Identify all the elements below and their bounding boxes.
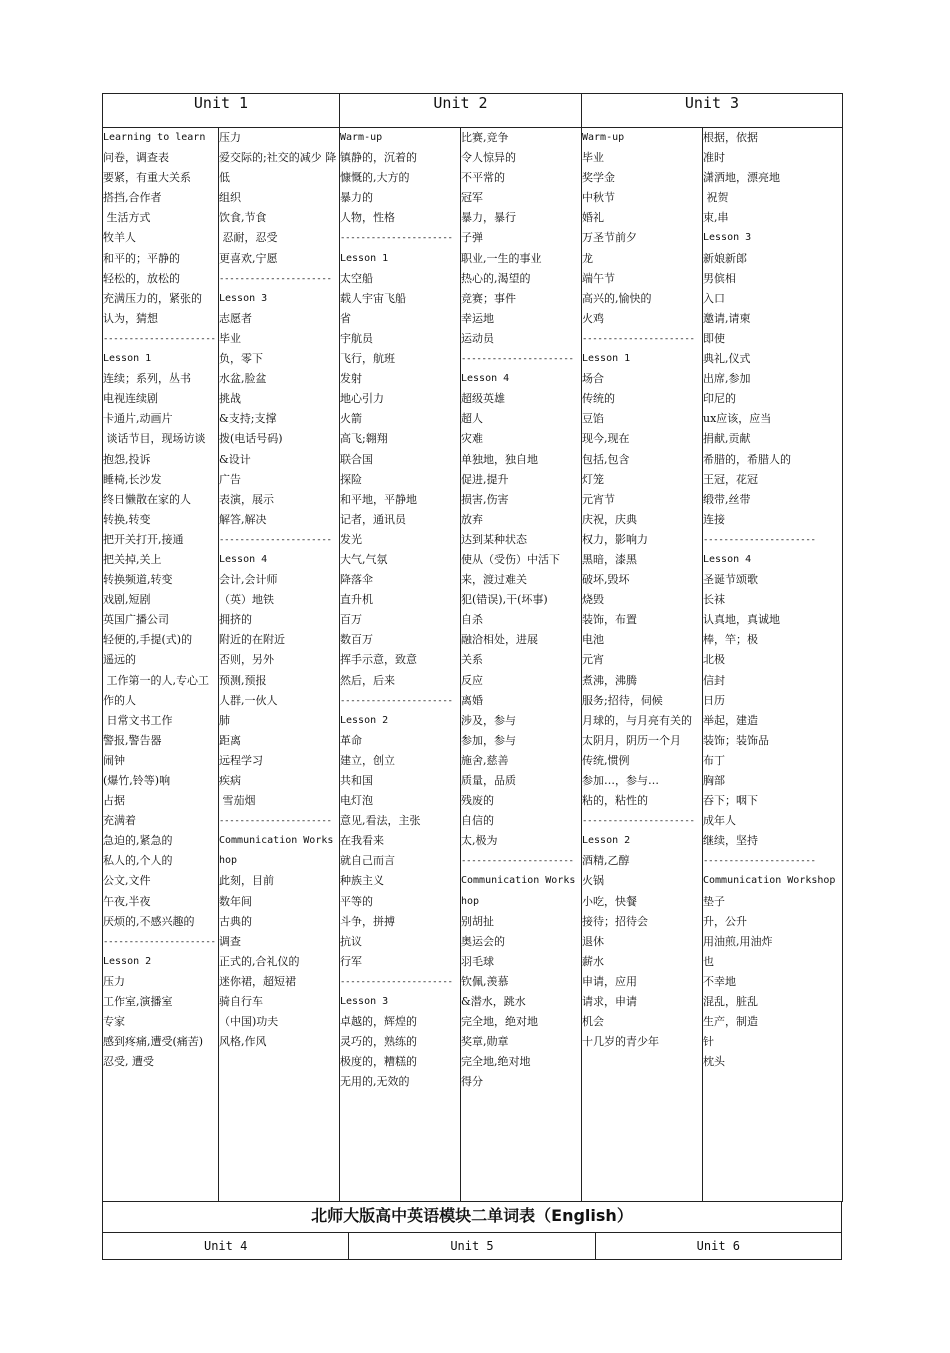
vocab-entry: Lesson 4 <box>219 553 268 565</box>
vocab-entry: 涉及，参与 <box>461 713 516 727</box>
vocab-entry: 压力 <box>103 974 125 988</box>
vocab-entry: 调查 <box>219 934 241 948</box>
vocab-entry: 奖学金 <box>582 171 615 185</box>
vocab-entry: 共和国 <box>340 774 373 787</box>
vocab-entry: 转换频道,转变 <box>103 573 173 587</box>
vocab-entry: 然后，后来 <box>340 673 395 687</box>
vocab-entry: Lesson 4 <box>703 553 752 565</box>
vocab-entry: 男傧相 <box>703 271 736 285</box>
vocab-entry: 遥远的 <box>103 653 136 667</box>
vocab-entry: 远程学习 <box>219 753 263 767</box>
unit-6-header: Unit 6 <box>595 1233 841 1260</box>
vocab-entry: 探险 <box>340 472 362 486</box>
vocab-entry: 奖章,勋章 <box>461 1035 509 1049</box>
section-divider: ---------------------- <box>461 354 574 365</box>
vocabulary-table <box>102 93 843 1202</box>
vocab-entry: 超人 <box>461 412 483 426</box>
vocab-entry: 人物，性格 <box>340 211 395 225</box>
vocab-entry: 装饰；装饰品 <box>703 733 769 747</box>
vocab-entry: 幸运地 <box>461 311 494 325</box>
section-divider: ---------------------- <box>340 695 453 706</box>
vocab-entry: 酒精,乙醇 <box>582 854 630 868</box>
vocab-entry: 降落伞 <box>340 573 373 587</box>
unit-2-header: Unit 2 <box>340 94 582 128</box>
vocab-entry: 连接 <box>703 512 725 526</box>
unit-3-column-2 <box>703 128 843 1202</box>
vocab-entry: 新娘新郎 <box>703 251 747 265</box>
vocab-entry: 高兴的,愉快的 <box>582 291 652 305</box>
vocab-entry: 煮沸，沸腾 <box>582 673 637 687</box>
vocab-entry: 羽毛球 <box>461 954 494 968</box>
vocab-entry: 毕业 <box>582 151 604 165</box>
vocab-entry: 警报,警告器 <box>103 733 162 747</box>
vocab-entry: 此刻，目前 <box>219 874 274 888</box>
vocab-entry: 正式的,合礼仪的 <box>219 954 300 968</box>
vocab-entry: 连续；系列，丛书 <box>103 372 191 386</box>
vocab-entry: 布丁 <box>703 753 725 767</box>
vocab-entry: 充满着 <box>103 814 136 828</box>
vocab-entry: 婚礼 <box>582 211 604 225</box>
vocab-entry: 就自己而言 <box>340 854 395 868</box>
vocab-entry: 参加…，参与… <box>582 774 659 787</box>
vocab-entry: 记者，通讯员 <box>340 512 406 526</box>
vocab-entry: 火鸡 <box>582 311 604 325</box>
vocab-entry: 残废的 <box>461 794 494 808</box>
vocab-entry: 出席,参加 <box>703 372 751 386</box>
section-divider: ---------------------- <box>340 976 453 987</box>
unit-5-header: Unit 5 <box>349 1233 595 1260</box>
vocab-entry: 水盆,脸盆 <box>219 372 267 386</box>
unit-2-column-1 <box>340 128 461 1202</box>
vocab-entry: 工作室,演播室 <box>103 995 173 1009</box>
vocab-entry: （中国)功夫 <box>219 1015 279 1029</box>
unit-3-header: Unit 3 <box>582 94 843 128</box>
vocab-entry: Lesson 3 <box>703 232 752 244</box>
vocab-entry: 雪茄烟 <box>219 794 256 808</box>
vocab-entry: 奥运会的 <box>461 934 505 948</box>
vocab-entry: 饮食,节食 <box>219 211 267 225</box>
vocab-entry: 太空船 <box>340 271 373 285</box>
vocab-entry: 准时 <box>703 151 725 165</box>
unit-2-column-2 <box>461 128 582 1202</box>
vocab-entry: 竞赛；事件 <box>461 291 516 305</box>
vocab-entry: 会计,会计师 <box>219 573 278 587</box>
vocab-entry: 小吃，快餐 <box>582 894 637 908</box>
vocab-entry: 行军 <box>340 954 362 968</box>
vocab-entry: 豆馅 <box>582 412 604 426</box>
vocab-entry: 完全地，绝对地 <box>461 1015 538 1029</box>
vocab-entry: 和平的；平静的 <box>103 251 180 265</box>
vocab-entry: 灾难 <box>461 432 483 446</box>
vocab-entry: Communication Workshop <box>461 875 576 907</box>
vocab-entry: 卓越的，辉煌的 <box>340 1015 417 1029</box>
vocab-entry: Lesson 2 <box>103 955 152 967</box>
vocab-entry: 生活方式 <box>103 211 151 225</box>
vocab-entry: 月球的，与月亮有关的 <box>582 713 692 727</box>
vocab-entry: 生产，制造 <box>703 1015 758 1029</box>
vocab-entry: 薪水 <box>582 954 604 968</box>
vocab-entry: 更喜欢,宁愿 <box>219 251 278 265</box>
vocab-entry: 午夜,半夜 <box>103 894 151 908</box>
vocab-entry: 和平地，平静地 <box>340 492 417 506</box>
vocab-entry: 太阴月，阴历一个月 <box>582 733 681 747</box>
vocab-entry: 离婚 <box>461 693 483 707</box>
vocab-entry: 黑暗，漆黑 <box>582 552 637 566</box>
vocab-entry: 元宵 <box>582 653 604 667</box>
vocab-entry: 令人惊异的 <box>461 151 516 165</box>
vocab-entry: 发射 <box>340 372 362 386</box>
section-divider: ---------------------- <box>582 333 695 344</box>
vocab-entry: (爆竹,铃等)响 <box>103 774 171 787</box>
vocab-entry: 认真地，真诚地 <box>703 613 780 627</box>
vocab-entry: 用油煎,用油炸 <box>703 934 773 948</box>
vocab-entry: 装饰，布置 <box>582 613 637 627</box>
vocab-entry: 邀请,请柬 <box>703 311 751 325</box>
vocab-entry: 自信的 <box>461 814 494 828</box>
vocab-entry: 服务;招待，伺候 <box>582 693 663 707</box>
vocab-entry: 人群,一伙人 <box>219 693 278 707</box>
vocab-entry: 表演，展示 <box>219 492 274 506</box>
vocab-entry: 认为，猜想 <box>103 311 158 325</box>
vocab-entry: 联合国 <box>340 452 373 466</box>
vocab-entry: 运动员 <box>461 331 494 345</box>
vocab-entry: 公文,文件 <box>103 874 151 888</box>
vocab-entry: 完全地,绝对地 <box>461 1055 531 1069</box>
vocab-entry: 也 <box>703 954 714 968</box>
vocab-entry: Communication Workshop <box>703 875 836 887</box>
vocab-entry: 百万 <box>340 613 362 627</box>
vocab-entry: 场合 <box>582 372 604 386</box>
vocab-entry: 种族主义 <box>340 874 384 888</box>
unit-1-column-2 <box>219 128 340 1202</box>
vocab-entry: 地心引力 <box>340 392 384 406</box>
vocab-entry: 庆祝，庆典 <box>582 512 637 526</box>
vocab-entry: 损害,伤害 <box>461 492 509 506</box>
unit-1-column-1 <box>103 128 219 1202</box>
vocab-entry: 祝贺 <box>703 191 729 205</box>
vocab-entry: 冠军 <box>461 191 483 205</box>
unit-1-header: Unit 1 <box>103 94 340 128</box>
vocab-entry: 火锅 <box>582 874 604 888</box>
vocab-entry: 要紧，有重大关系 <box>103 171 191 185</box>
vocab-entry: 把开关打开,接通 <box>103 532 184 546</box>
vocab-entry: 牧羊人 <box>103 231 136 245</box>
vocab-entry: 英国广播公司 <box>103 613 169 627</box>
vocab-entry: 专家 <box>103 1015 125 1029</box>
vocab-entry: 载人宇宙飞船 <box>340 291 406 305</box>
section-divider: ---------------------- <box>703 856 816 867</box>
vocab-entry: 发光 <box>340 532 362 546</box>
vocab-entry: 犯(错误),干(坏事) <box>461 593 548 607</box>
vocab-entry: 斗争，拼搏 <box>340 914 395 928</box>
vocab-entry: 垫子 <box>703 894 725 908</box>
vocab-entry: ux应该，应当 <box>703 412 772 426</box>
vocab-entry: 附近的在附近 <box>219 633 285 647</box>
vocab-entry: 粘的，粘性的 <box>582 794 648 808</box>
vocab-entry: 在我看来 <box>340 834 384 848</box>
vocab-entry: 圣诞节颂歌 <box>703 573 758 587</box>
vocab-entry: 忍耐，忍受 <box>219 231 278 245</box>
vocab-entry: 挑战 <box>219 392 241 406</box>
vocab-entry: 轻便的,手提(式)的 <box>103 633 193 647</box>
vocab-entry: 压力 <box>219 131 241 144</box>
vocab-entry: 电灯泡 <box>340 794 373 808</box>
vocab-entry: Lesson 1 <box>103 353 152 365</box>
vocab-entry: 自杀 <box>461 613 483 627</box>
vocab-entry: 迷你裙，超短裙 <box>219 974 296 988</box>
vocab-entry: 抱怨,投诉 <box>103 452 151 466</box>
vocab-entry: 轻松的，放松的 <box>103 271 180 285</box>
vocab-entry: 充满压力的，紧张的 <box>103 291 202 305</box>
vocab-entry: 灵巧的，熟练的 <box>340 1035 417 1049</box>
vocab-entry: 太,极为 <box>461 834 498 848</box>
vocab-entry: &潜水，跳水 <box>461 995 526 1009</box>
vocab-entry: 日常文书工作 <box>103 713 173 727</box>
vocab-entry: 万圣节前夕 <box>582 231 637 245</box>
vocab-entry: 棒，竿；极 <box>703 633 758 647</box>
vocab-entry: Lesson 1 <box>582 353 631 365</box>
vocab-entry: 解答,解决 <box>219 512 267 526</box>
vocab-entry: 慷慨的,大方的 <box>340 171 410 185</box>
vocab-entry: 参加，参与 <box>461 733 516 747</box>
vocab-entry: 电视连续剧 <box>103 392 158 406</box>
vocab-entry: 肺 <box>219 713 230 727</box>
unit-3-column-1 <box>582 128 703 1202</box>
vocab-entry: 组织 <box>219 191 241 205</box>
module-title: 北师大版高中英语模块二单词表（English） <box>102 1202 842 1233</box>
vocab-entry: 宇航员 <box>340 331 373 345</box>
vocab-entry: 即使 <box>703 331 725 345</box>
vocab-entry: 拥挤的 <box>219 613 252 627</box>
vocab-entry: Lesson 2 <box>582 835 631 847</box>
vocab-entry: 占据 <box>103 794 125 808</box>
vocab-entry: Lesson 3 <box>340 996 389 1008</box>
vocab-entry: 职业,一生的事业 <box>461 251 542 265</box>
vocab-entry: 革命 <box>340 733 362 747</box>
vocab-entry: 毕业 <box>219 331 241 345</box>
vocab-entry: 闹钟 <box>103 753 125 767</box>
section-divider: ---------------------- <box>103 333 216 344</box>
vocab-entry: 感到疼痛,遭受(痛苦) <box>103 1035 204 1049</box>
vocab-entry: 问卷，调查表 <box>103 151 169 165</box>
vocab-entry: 工作第一的人,专心工作的人 <box>103 673 209 707</box>
vocab-entry: 火箭 <box>340 412 362 426</box>
vocab-entry: 子弹 <box>461 231 483 245</box>
vocab-entry: 飞行，航班 <box>340 352 395 366</box>
vocab-entry: 暴力的 <box>340 191 373 205</box>
vocab-entry: 挥手示意，致意 <box>340 653 417 667</box>
vocab-entry: 退休 <box>582 934 604 948</box>
vocab-entry: 谈话节目，现场访谈 <box>103 432 206 446</box>
vocab-entry: 电池 <box>582 633 604 647</box>
section-divider: ---------------------- <box>340 233 453 244</box>
vocab-entry: 捐献,贡献 <box>703 432 751 446</box>
vocab-entry: 数百万 <box>340 633 373 647</box>
vocab-entry: 接待；招待会 <box>582 914 648 928</box>
vocab-entry: Lesson 3 <box>219 292 268 304</box>
vocab-entry: 促进,提升 <box>461 472 509 486</box>
vocab-entry: 继续，坚持 <box>703 834 758 848</box>
vocab-entry: 放弃 <box>461 512 483 526</box>
vocab-entry: 龙 <box>582 251 593 265</box>
vocab-entry: &设计 <box>219 452 251 466</box>
vocab-entry: Warm-up <box>340 132 383 143</box>
vocab-entry: 省 <box>340 311 351 325</box>
vocab-entry: 针 <box>703 1035 714 1049</box>
vocab-entry: 极度的，糟糕的 <box>340 1055 417 1069</box>
vocab-entry: 卡通片,动画片 <box>103 412 173 426</box>
vocab-entry: 热心的,渴望的 <box>461 271 531 285</box>
vocab-entry: 直升机 <box>340 593 373 607</box>
vocab-entry: 升，公升 <box>703 914 747 928</box>
vocab-entry: 睡椅,长沙发 <box>103 472 162 486</box>
vocab-entry: 单独地，独自地 <box>461 452 538 466</box>
vocab-entry: 意见,看法，主张 <box>340 814 421 828</box>
vocab-entry: 比赛,竞争 <box>461 131 509 144</box>
vocab-entry: Lesson 2 <box>340 714 389 726</box>
vocab-entry: 不幸地 <box>703 974 736 988</box>
vocab-entry: 权力，影响力 <box>582 532 648 546</box>
vocab-entry: 高飞;翱翔 <box>340 432 388 446</box>
next-units-header <box>102 1233 842 1260</box>
vocab-entry: 厌烦的,不感兴趣的 <box>103 914 195 928</box>
vocab-entry: 长袜 <box>703 593 725 607</box>
vocab-entry: 信封 <box>703 673 725 687</box>
vocab-entry: 无用的,无效的 <box>340 1075 410 1089</box>
vocab-entry: 机会 <box>582 1015 604 1029</box>
vocab-entry: 吞下；咽下 <box>703 794 758 808</box>
vocab-entry: 传统的 <box>582 392 615 406</box>
vocab-entry: 中秋节 <box>582 191 615 205</box>
vocab-entry: 把关掉,关上 <box>103 552 162 566</box>
vocab-entry: 距离 <box>219 733 241 747</box>
vocab-entry: 数年间 <box>219 894 252 908</box>
section-divider: ---------------------- <box>582 816 695 827</box>
vocab-entry: 端午节 <box>582 271 615 285</box>
vocab-entry: &支持;支撑 <box>219 412 277 426</box>
vocab-entry: 灯笼 <box>582 472 604 486</box>
vocab-entry: 转换,转变 <box>103 512 151 526</box>
vocab-entry: 传统,惯例 <box>582 753 630 767</box>
vocab-entry: 融洽相处，进展 <box>461 633 538 647</box>
vocab-entry: 拨(电话号码) <box>219 432 283 446</box>
vocab-entry: Lesson 1 <box>340 252 389 264</box>
vocab-entry: 古典的 <box>219 914 252 928</box>
vocab-entry: （英）地铁 <box>219 593 274 607</box>
vocab-entry: 烧毁 <box>582 593 604 607</box>
vocab-entry: 抗议 <box>340 934 362 948</box>
vocab-entry: 日历 <box>703 693 725 707</box>
section-divider: ---------------------- <box>461 856 574 867</box>
vocab-entry: 胸部 <box>703 774 725 787</box>
vocab-entry: 建立，创立 <box>340 753 395 767</box>
vocab-entry: 施舍,慈善 <box>461 753 509 767</box>
vocab-entry: 得分 <box>461 1075 483 1089</box>
vocab-entry: 使从（受伤）中活下来，渡过难关 <box>461 552 560 587</box>
vocab-entry: 广告 <box>219 472 241 486</box>
vocab-entry: 平等的 <box>340 894 373 908</box>
vocab-entry: 十几岁的青少年 <box>582 1035 659 1049</box>
vocab-entry: 搭挡,合作者 <box>103 191 162 205</box>
vocab-entry: 元宵节 <box>582 492 615 506</box>
vocab-entry: 终日懒散在家的人 <box>103 492 191 506</box>
vocab-entry: 急迫的,紧急的 <box>103 834 173 848</box>
vocab-entry: 束,串 <box>703 211 729 225</box>
vocab-entry: 爱交际的;社交的减少 降低 <box>219 151 337 185</box>
vocab-entry: 申请，应用 <box>582 974 637 988</box>
vocab-entry: 否则，另外 <box>219 653 274 667</box>
vocab-entry: 潇洒地，漂亮地 <box>703 171 780 185</box>
vocab-entry: 质量，品质 <box>461 774 516 787</box>
vocab-entry: 钦佩,羡慕 <box>461 974 509 988</box>
vocab-entry: Communication Workshop <box>219 835 334 867</box>
vocab-entry: 根据，依据 <box>703 131 758 144</box>
section-divider: ---------------------- <box>219 273 332 284</box>
section-divider: ---------------------- <box>219 816 332 827</box>
vocab-entry: 请求，申请 <box>582 995 637 1009</box>
vocab-entry: 混乱，脏乱 <box>703 995 758 1009</box>
vocab-entry: Lesson 4 <box>461 373 510 385</box>
vocab-entry: 疾病 <box>219 774 241 787</box>
vocab-entry: 超级英雄 <box>461 392 505 406</box>
vocab-entry: 反应 <box>461 673 483 687</box>
vocab-entry: 典礼,仪式 <box>703 352 751 366</box>
vocab-entry: 负，零下 <box>219 352 263 366</box>
section-divider: ---------------------- <box>103 936 216 947</box>
vocab-entry: 忍受, 遭受 <box>103 1055 154 1069</box>
vocab-entry: 私人的,个人的 <box>103 854 173 868</box>
vocab-entry: 大气,气氛 <box>340 552 388 566</box>
vocab-entry: 志愿者 <box>219 311 252 325</box>
vocab-entry: 希腊的，希腊人的 <box>703 452 791 466</box>
unit-4-header: Unit 4 <box>103 1233 349 1260</box>
vocab-entry: 王冠，花冠 <box>703 472 758 486</box>
vocab-entry: 骑自行车 <box>219 995 263 1009</box>
vocab-entry: 破坏,毁坏 <box>582 573 630 587</box>
vocab-entry: 不平常的 <box>461 171 505 185</box>
vocabulary-sheet <box>102 93 842 1260</box>
section-divider: ---------------------- <box>703 534 816 545</box>
vocab-entry: 缎带,丝带 <box>703 492 751 506</box>
vocab-entry: Learning to learn <box>103 132 206 143</box>
vocab-entry: 暴力，暴行 <box>461 211 516 225</box>
vocab-entry: 入口 <box>703 291 725 305</box>
section-divider: ---------------------- <box>219 534 332 545</box>
vocab-entry: 达到某种状态 <box>461 532 527 546</box>
vocab-entry: 印尼的 <box>703 392 736 406</box>
vocab-entry: 预测,预报 <box>219 673 267 687</box>
vocab-entry: 风格,作风 <box>219 1035 267 1049</box>
vocab-entry: 现今,现在 <box>582 432 630 446</box>
vocab-entry: 举起，建造 <box>703 713 758 727</box>
vocab-entry: 北极 <box>703 653 725 667</box>
vocab-entry: 镇静的，沉着的 <box>340 151 417 165</box>
vocab-entry: 包括,包含 <box>582 452 630 466</box>
vocab-entry: 关系 <box>461 653 483 667</box>
vocab-entry: 枕头 <box>703 1055 725 1069</box>
vocab-entry: 戏剧,短剧 <box>103 593 151 607</box>
vocab-entry: 成年人 <box>703 814 736 828</box>
vocab-entry: Warm-up <box>582 132 625 143</box>
vocab-entry: 别胡扯 <box>461 914 494 928</box>
